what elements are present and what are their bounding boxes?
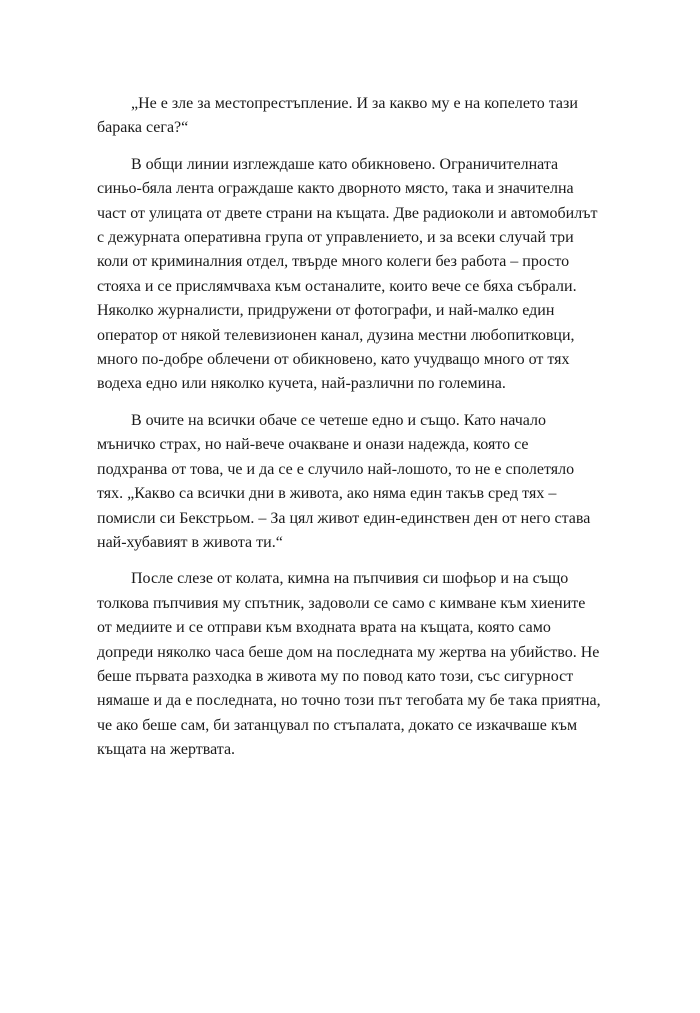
text-line: толкова пъпчивия му спътник, задоволи се само с кимване към хиените xyxy=(97,594,586,612)
text-line: от медиите и се отправи към входната врата на къщата, която само xyxy=(97,619,551,637)
text-line: подхранва от това, че и да се е случило най-лошото, то не е сполетяло xyxy=(97,460,575,478)
text-line: мъничко страх, но най-вече очакване и онази надежда, която се xyxy=(97,436,529,454)
text-line: барака сега?“ xyxy=(97,119,189,137)
text-line: къщата на жертвата. xyxy=(97,741,236,759)
text-line: стояха и се прислямчваха към останалите, които вече се бяха събрали. xyxy=(97,277,577,295)
text-line: най-хубавият в живота ти.“ xyxy=(97,533,283,551)
text-line: В очите на всички обаче се четеше едно и също. Като начало xyxy=(131,411,547,429)
text-line: „Не е зле за местопрестъпление. И за какво му е на копелето тази xyxy=(131,95,578,112)
text-line: с дежурната оперативна група от управлението, и за всеки случай три xyxy=(97,229,574,247)
text-line: че ако беше сам, би затанцувал по стъпалата, докато се изкачваше към xyxy=(97,716,578,734)
text-line: коли от криминалния отдел, твърде много колеги без работа – просто xyxy=(97,253,570,271)
text-line: синьо-бяла лента ограждаше както дворното място, така и значителна xyxy=(97,180,574,198)
text-line: много по-добре облечени от обикновено, като учудващо много от тях xyxy=(97,351,570,369)
paragraph-3 xyxy=(97,409,607,555)
text-line: част от улицата от двете страни на къщата. Две радиоколи и автомобилът xyxy=(97,204,598,222)
text-line: оператор от някой телевизионен канал, дузина местни любопитковци, xyxy=(97,326,575,344)
text-line: водеха едно или няколко кучета, най-различни по големина. xyxy=(97,375,506,393)
paragraph-2 xyxy=(97,153,607,397)
text-line: допреди няколко часа беше дом на последната му жертва на убийство. Не xyxy=(97,643,600,661)
text-line: беше първата разходка в живота му по повод като този, със сигурност xyxy=(97,667,574,685)
text-line: В общи линии изглеждаше като обикновено. Ограничителната xyxy=(131,155,559,173)
text-line: Няколко журналисти, придружени от фотографи, и най-малко един xyxy=(97,302,555,320)
paragraph-4 xyxy=(97,567,607,762)
paragraph-1 xyxy=(97,92,607,141)
text-line: После слезе от колата, кимна на пъпчивия си шофьор и на също xyxy=(131,570,569,588)
text-line: помисли си Бекстрьом. – За цял живот един-единствен ден от него става xyxy=(97,509,591,527)
text-line: нямаше и да е последната, но точно този път тегобата му бе така приятна, xyxy=(97,692,601,710)
document-body xyxy=(97,92,607,775)
text-line: тях. „Какво са всички дни в живота, ако няма един такъв сред тях – xyxy=(97,485,557,503)
